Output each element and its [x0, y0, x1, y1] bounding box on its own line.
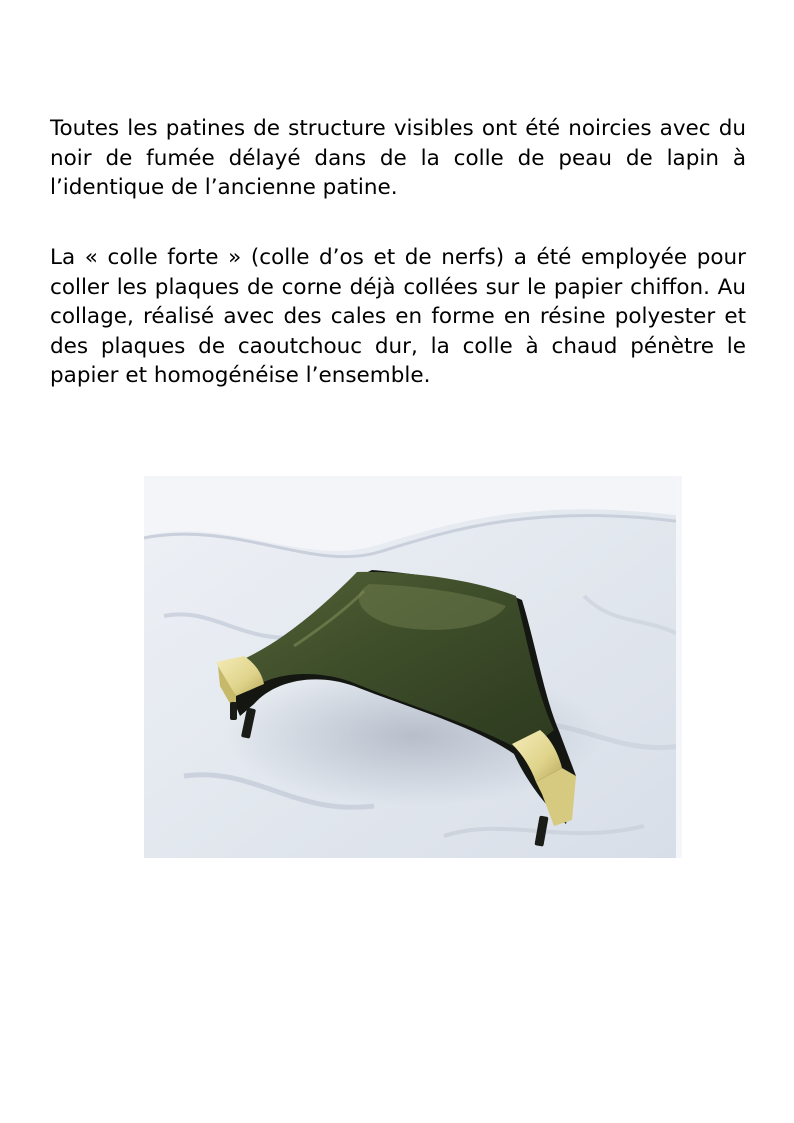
photo-illustration — [144, 476, 682, 858]
paragraph-1: Toutes les patines de structure visibles ont été noircies avec du noir de fumée délayé dans de la colle de peau de lapin à l’identique de l’ancienne patine. — [50, 116, 746, 200]
photo-border-strip — [676, 476, 682, 858]
peg-left-small — [230, 702, 237, 720]
paragraph-2: La « colle forte » (colle d’os et de nerfs) a été employée pour coller les plaques de corne déjà collées sur le papier chiffon. Au collage, réalisé avec des cales en forme en résine polyester et des plaques de caoutchouc dur, la colle à chaud pénètre le papier et homogénéise l’ensemble. — [50, 245, 746, 388]
furniture-foot-photo — [144, 476, 682, 858]
